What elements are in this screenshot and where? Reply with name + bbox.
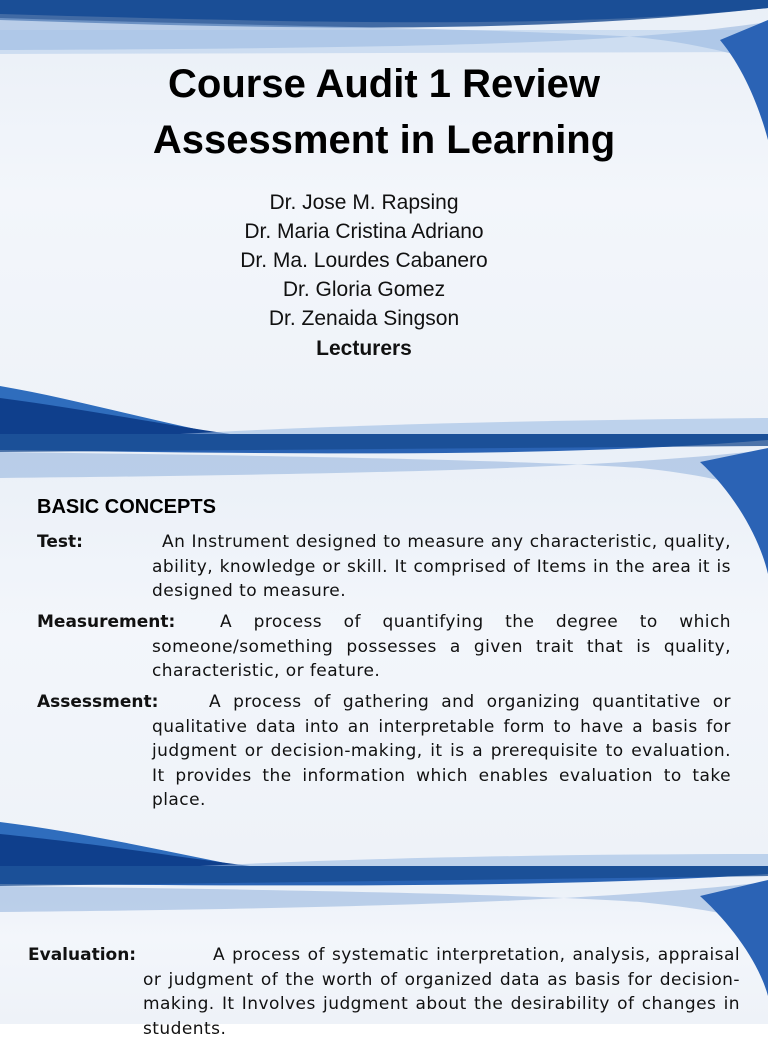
- definition-text: A process of gathering and organizing quantitative or qualitative data into an interpretable form to have a basis for judgment or decision-making, it is a prerequisite to evaluation. It provides the information which enables evaluation to take place.: [152, 692, 731, 810]
- author-name: Dr. Maria Cristina Adriano: [244, 220, 484, 243]
- definition-term: Assessment:: [37, 692, 159, 712]
- slide-title-text: [0, 56, 768, 168]
- definition-term: Evaluation:: [28, 945, 137, 965]
- author-name: Dr. Jose M. Rapsing: [269, 191, 459, 214]
- definition-measurement: [37, 610, 731, 684]
- author-name: Dr. Zenaida Singson: [268, 307, 460, 330]
- title-line-2: Assessment in Learning: [152, 118, 616, 162]
- definition-text: An Instrument designed to measure any characteristic, quality, ability, knowledge or skill. It comprised of Items in the area it is designed to measure.: [152, 532, 731, 601]
- definition-evaluation: [28, 943, 740, 1041]
- author-list: [0, 188, 728, 363]
- author-name: Dr. Gloria Gomez: [282, 278, 446, 301]
- slide-evaluation: [0, 866, 768, 1039]
- author-role: Lecturers: [316, 337, 412, 360]
- definition-text: A process of quantifying the degree to which someone/something possesses a given trait that is quality, characteristic, or feature.: [152, 612, 731, 681]
- section-heading: BASIC CONCEPTS: [37, 496, 216, 518]
- slide-basic-concepts: [0, 434, 768, 866]
- definition-term: Test:: [37, 532, 83, 552]
- definition-test: [37, 530, 731, 604]
- definition-assessment: [37, 690, 731, 813]
- definition-text: A process of systematic interpretation, analysis, appraisal or judgment of the worth of organized data as basis for decision-making. It Involves judgment about the desirability of changes in students.: [143, 945, 740, 1039]
- title-line-1: Course Audit 1 Review: [168, 62, 600, 106]
- author-name: Dr. Ma. Lourdes Cabanero: [240, 249, 488, 272]
- slide-title: [0, 0, 768, 434]
- definition-term: Measurement:: [37, 612, 176, 632]
